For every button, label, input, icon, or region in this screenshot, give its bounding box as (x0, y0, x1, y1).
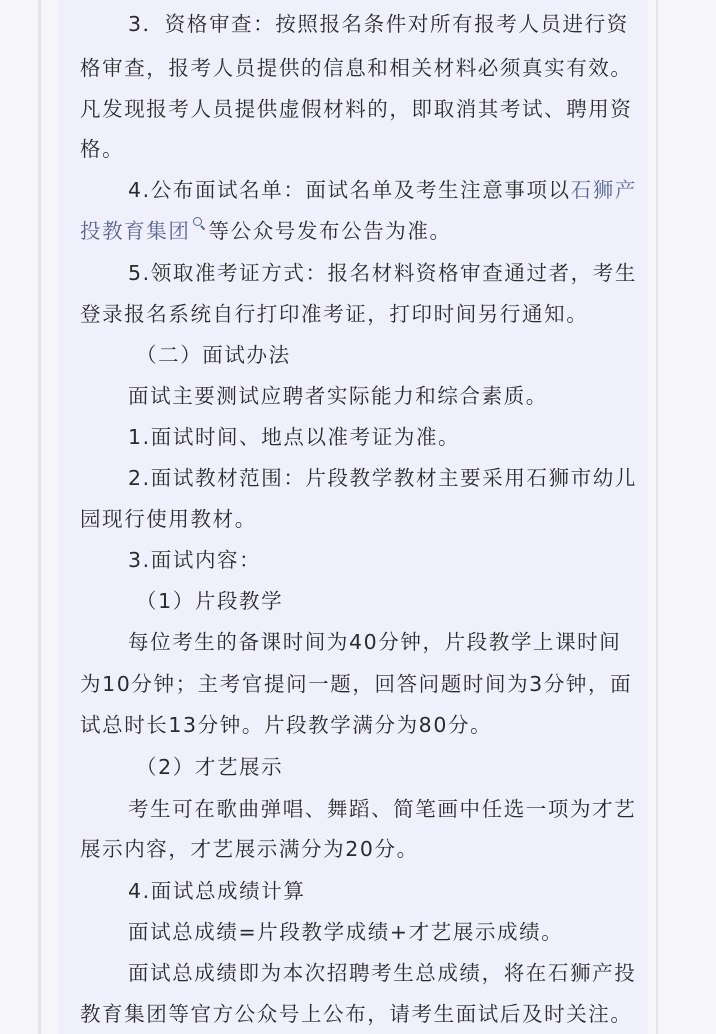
subsection-heading: （2）才艺展示 (136, 755, 284, 779)
paragraph-line: 为10分钟；主考官提问一题，回答问题时间为3分钟，面 (80, 672, 633, 696)
paragraph-line: 凡发现报考人员提供虚假材料的，即取消其考试、聘用资 (80, 97, 633, 121)
paragraph-line: 考生可在歌曲弹唱、舞蹈、简笔画中任选一项为才艺 (128, 797, 637, 821)
group-link-part2[interactable]: 投教育集团 (80, 219, 191, 243)
paragraph-line: 5.领取准考证方式：报名材料资格审查通过者，考生 (128, 261, 637, 285)
paragraph-line: 1.面试时间、地点以准考证为准。 (128, 425, 461, 449)
search-icon[interactable] (191, 216, 207, 232)
paragraph-line: 面试总成绩=片段教学成绩+才艺展示成绩。 (128, 920, 564, 944)
line-text: 4.公布面试名单：面试名单及考生注意事项以 (128, 178, 571, 202)
paragraph-line: 2.面试教材范围：片段教学教材主要采用石狮市幼儿 (128, 466, 637, 490)
paragraph-line: 4.面试总成绩计算 (128, 879, 306, 903)
left-margin-divider (38, 0, 41, 1034)
paragraph-line: 3．资格审查：按照报名条件对所有报考人员进行资 (128, 12, 629, 36)
paragraph-line: 面试主要测试应聘者实际能力和综合素质。 (128, 384, 548, 408)
paragraph-line: 试总时长13分钟。片段教学满分为80分。 (80, 713, 493, 737)
right-margin-divider (656, 0, 658, 1034)
paragraph-line: 园现行使用教材。 (80, 507, 257, 531)
paragraph-line (80, 214, 452, 248)
line-text: 等公众号发布公告为准。 (208, 219, 452, 243)
paragraph-line: 教育集团等官方公众号上公布，请考生面试后及时关注。 (80, 1002, 633, 1026)
paragraph-line: 展示内容，才艺展示满分为20分。 (80, 837, 419, 861)
subsection-heading: （1）片段教学 (136, 589, 284, 613)
paragraph-line: 格审查，报考人员提供的信息和相关材料必须真实有效。 (80, 56, 633, 80)
section-heading: （二）面试办法 (136, 343, 291, 367)
paragraph-line: 格。 (80, 137, 125, 161)
paragraph-line: 3.面试内容： (128, 548, 262, 572)
paragraph-line: 面试总成绩即为本次招聘考生总成绩，将在石狮产投 (128, 961, 637, 985)
paragraph-line (128, 173, 637, 207)
paragraph-line: 每位考生的备课时间为40分钟，片段教学上课时间 (128, 630, 622, 654)
group-link-part1[interactable]: 石狮产 (570, 178, 637, 202)
paragraph-line: 登录报名系统自行打印准考证，打印时间另行通知。 (80, 302, 589, 326)
